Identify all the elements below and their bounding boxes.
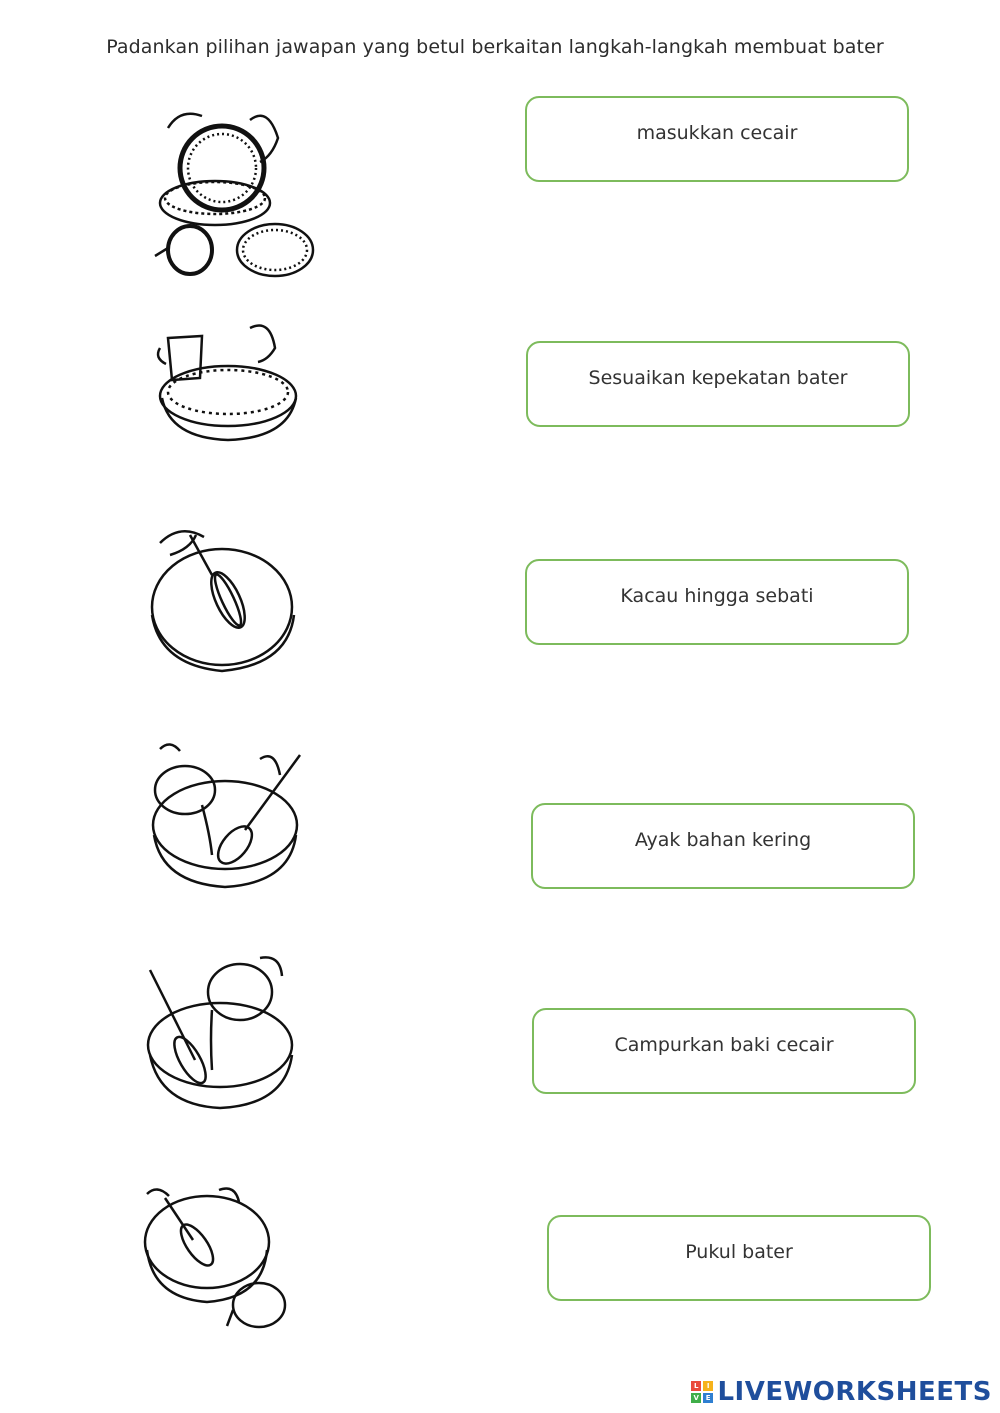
pour-remaining-image	[130, 950, 310, 1115]
instruction-text: Padankan pilihan jawapan yang betul berkaitan langkah-langkah membuat bater	[106, 36, 884, 58]
liveworksheets-logo	[691, 1377, 992, 1407]
answer-box-6[interactable]: Pukul bater	[547, 1215, 931, 1301]
brand-logo-icon: L I V E	[691, 1381, 713, 1403]
answer-box-2[interactable]: Sesuaikan kepekatan bater	[526, 341, 910, 427]
brand-name: LIVEWORKSHEETS	[717, 1377, 992, 1407]
beat-batter-image	[135, 1180, 305, 1345]
whisk-bowl-image	[140, 515, 310, 680]
answer-box-3[interactable]: Kacau hingga sebati	[525, 559, 909, 645]
pour-and-whisk-image	[140, 735, 340, 900]
answer-box-4[interactable]: Ayak bahan kering	[531, 803, 915, 889]
answer-box-5[interactable]: Campurkan baki cecair	[532, 1008, 916, 1094]
sieve-flour-image	[150, 98, 350, 288]
pour-liquid-image	[150, 318, 350, 458]
answer-box-1[interactable]: masukkan cecair	[525, 96, 909, 182]
